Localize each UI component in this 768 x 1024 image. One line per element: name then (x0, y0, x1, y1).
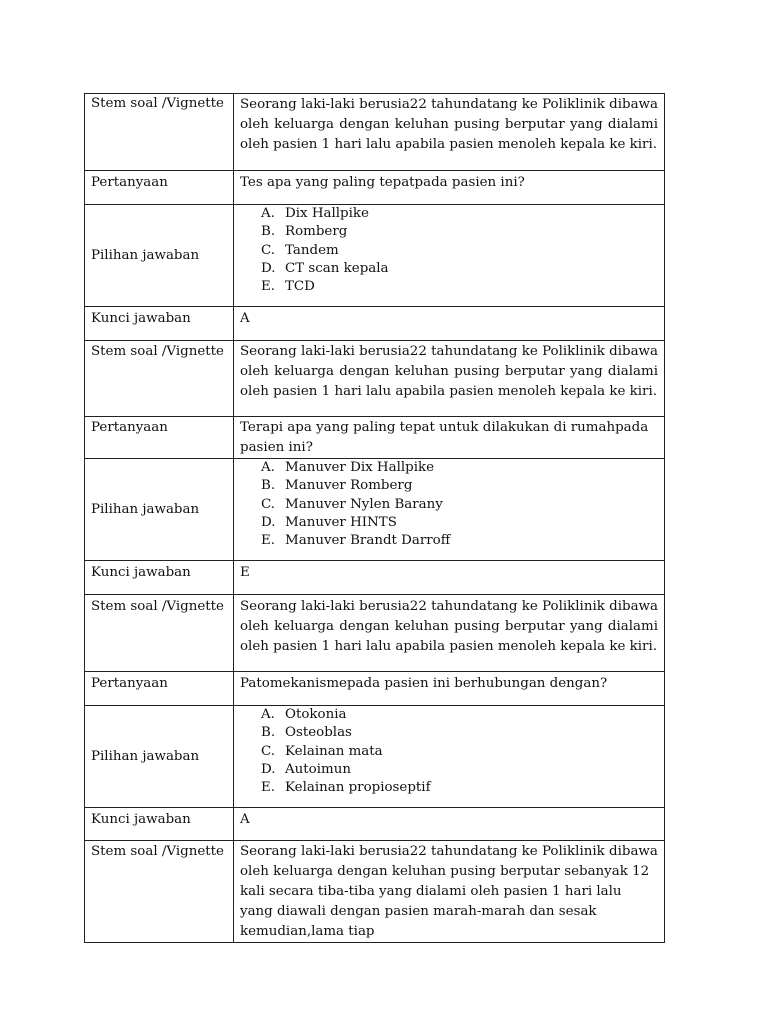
table-row (85, 841, 665, 943)
row-label: Stem soal /Vignette (85, 841, 234, 943)
option-item: E. Kelainan propioseptif (261, 780, 431, 796)
question-text: Terapi apa yang paling tepat untuk dilakukan di rumahpada pasien ini? (234, 417, 665, 459)
row-label: Pilihan jawaban (85, 459, 234, 561)
row-label: Pilihan jawaban (85, 205, 234, 307)
row-label: Pertanyaan (85, 672, 234, 706)
option-item: B. Romberg (261, 224, 348, 240)
answer-key: E (234, 561, 665, 595)
vignette-text: Seorang laki-laki berusia22 tahundatang ke Poliklinik dibawa oleh keluarga dengan keluhan pusing berputar sebanyak 12 kali secara tiba-tiba yang dialami oleh pasien 1 hari lalu yang diawali dengan pasien marah-marah dan sesak kemudian,lama tiap (234, 841, 665, 943)
option-item: E. TCD (261, 279, 315, 295)
option-item: C. Kelainan mata (261, 743, 383, 759)
question-table (84, 93, 665, 943)
row-label: Pertanyaan (85, 417, 234, 459)
option-item: D. CT scan kepala (261, 260, 389, 276)
table-row (85, 341, 665, 417)
table-row (85, 94, 665, 171)
table-row (85, 205, 665, 307)
option-item: A. Dix Hallpike (261, 206, 369, 221)
table-row (85, 417, 665, 459)
option-item: C. Tandem (261, 242, 339, 258)
answer-options (234, 205, 665, 307)
vignette-text: Seorang laki-laki berusia22 tahundatang ke Poliklinik dibawa oleh keluarga dengan keluhan pusing berputar yang dialami oleh pasien 1 hari lalu apabila pasien menoleh kepala ke kiri. (234, 341, 665, 417)
table-row (85, 171, 665, 205)
row-label: Kunci jawaban (85, 307, 234, 341)
question-text: Tes apa yang paling tepatpada pasien ini? (234, 171, 665, 205)
row-label: Kunci jawaban (85, 808, 234, 841)
option-item: A. Otokonia (261, 707, 347, 722)
table-row (85, 307, 665, 341)
table-row (85, 561, 665, 595)
option-item: B. Manuver Romberg (261, 478, 413, 494)
option-item: B. Osteoblas (261, 725, 352, 741)
option-item: D. Autoimun (261, 761, 351, 777)
row-label: Stem soal /Vignette (85, 94, 234, 171)
table-row (85, 808, 665, 841)
row-label: Pertanyaan (85, 171, 234, 205)
row-label: Stem soal /Vignette (85, 341, 234, 417)
answer-options (234, 706, 665, 808)
table-row (85, 672, 665, 706)
row-label: Pilihan jawaban (85, 706, 234, 808)
table-row (85, 706, 665, 808)
row-label: Kunci jawaban (85, 561, 234, 595)
table-row (85, 459, 665, 561)
option-item: C. Manuver Nylen Barany (261, 496, 443, 512)
vignette-text: Seorang laki-laki berusia22 tahundatang ke Poliklinik dibawa oleh keluarga dengan keluhan pusing berputar yang dialami oleh pasien 1 hari lalu apabila pasien menoleh kepala ke kiri. (234, 94, 665, 171)
answer-key: A (234, 808, 665, 841)
option-item: D. Manuver HINTS (261, 514, 397, 530)
option-item: A. Manuver Dix Hallpike (261, 460, 435, 475)
vignette-text: Seorang laki-laki berusia22 tahundatang ke Poliklinik dibawa oleh keluarga dengan keluhan pusing berputar yang dialami oleh pasien 1 hari lalu apabila pasien menoleh kepala ke kiri. (234, 595, 665, 672)
answer-options (234, 459, 665, 561)
row-label: Stem soal /Vignette (85, 595, 234, 672)
question-text: Patomekanismepada pasien ini berhubungan dengan? (234, 672, 665, 706)
table-row (85, 595, 665, 672)
option-item: E. Manuver Brandt Darroff (261, 533, 451, 549)
answer-key: A (234, 307, 665, 341)
